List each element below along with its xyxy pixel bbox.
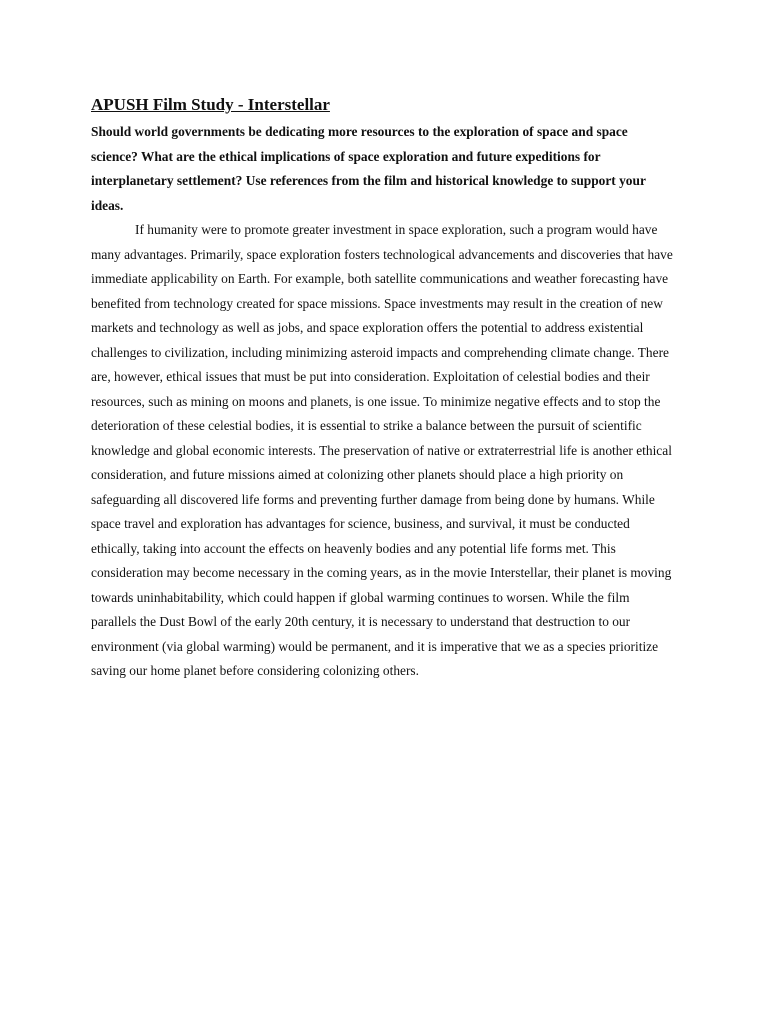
essay-prompt: Should world governments be dedicating more resources to the exploration of space and space science? What are the ethical implications of space exploration and future expeditions for interplanetary settlement? Use references from the film and historical knowledge to support your ideas. [91,124,646,213]
essay-paragraph: If humanity were to promote greater investment in space exploration, such a program would have many advantages. Primarily, space exploration fosters technological advancements and discoveries that have immediate applicability on Earth. For example, both satellite communications and weather forecasting have benefited from technology created for space missions. Space investments may result in the creation of new markets and technology as well as jobs, and space exploration offers the potential to address existential challenges to civilization, including minimizing asteroid impacts and comprehending climate change. There are, however, ethical issues that must be put into consideration. Exploitation of celestial bodies and their resources, such as mining on moons and planets, is one issue. To minimize negative effects and to stop the deterioration of these celestial bodies, it is essential to strike a balance between the pursuit of scientific knowledge and global economic interests. The preservation of native or extraterrestrial life is another ethical consideration, and future missions aimed at colonizing other planets should place a high priority on safeguarding all discovered life forms and preventing further damage from being done by humans. While space travel and exploration has advantages for science, business, and survival, it must be conducted ethically, taking into account the effects on heavenly bodies and any potential life forms met. This consideration may become necessary in the coming years, as in the movie Interstellar, their planet is moving towards uninhabitability, which could happen if global warming continues to worsen. While the film parallels the Dust Bowl of the early 20th century, it is necessary to understand that destruction to our environment (via global warming) would be permanent, and it is imperative that we as a species prioritize saving our home planet before considering colonizing others. [91,222,673,679]
document-title: APUSH Film Study - Interstellar [91,95,330,114]
document-content [91,94,677,684]
